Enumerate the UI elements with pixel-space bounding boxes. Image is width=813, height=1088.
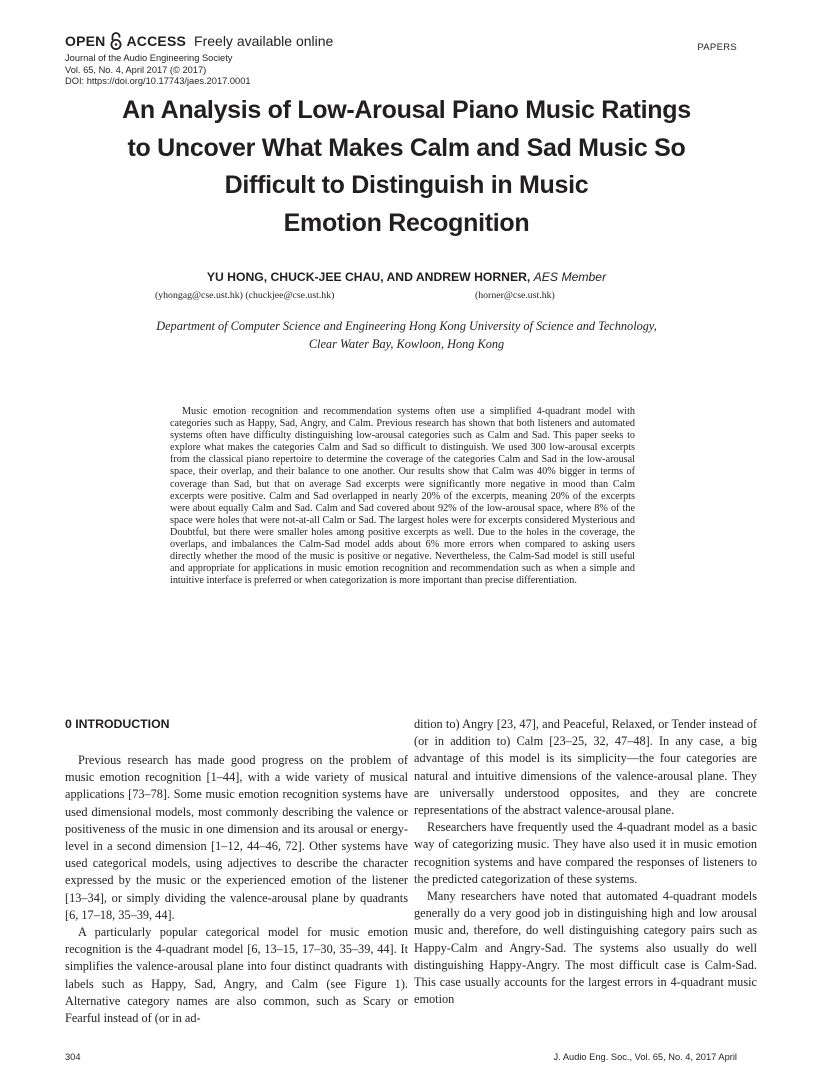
affiliation-line: Department of Computer Science and Engineering Hong Kong University of Science and Technology, — [156, 319, 657, 333]
author-emails-left: (yhongag@cse.ust.hk) (chuckjee@cse.ust.hk) — [155, 290, 335, 301]
author-email-right: (horner@cse.ust.hk) — [475, 290, 555, 301]
doi-link[interactable]: DOI: https://doi.org/10.17743/jaes.2017.0001 — [65, 76, 251, 86]
body-paragraph-continuation: dition to) Angry [23, 47], and Peaceful, Relaxed, or Tender instead of (or in addition to) Calm [23–25, 32, 47–48]. In any case, a big advantage of this model is its simplicity—the four categories are natural and intuitive dimensions of the valence-arousal plane. They are universally understood opposites, and they are concrete representations of the abstract valence-arousal plane. — [414, 717, 757, 818]
journal-name: Journal of the Audio Engineering Society — [65, 53, 233, 63]
body-column-left — [65, 716, 408, 1027]
author-list — [0, 270, 813, 284]
open-padlock-icon — [109, 32, 123, 50]
paper-title — [40, 92, 773, 243]
body-paragraph: Researchers have frequently used the 4-quadrant model as a basic way of categorizing music. They have also used it in music emotion recognition systems and have compared the responses of listeners to the predicted categorization of these systems. — [414, 820, 757, 886]
journal-meta — [65, 53, 251, 88]
section-heading: 0 INTRODUCTION — [65, 717, 170, 731]
author-names: YU HONG, CHUCK-JEE CHAU, AND ANDREW HORNER, — [206, 270, 531, 284]
abstract: Music emotion recognition and recommendation systems often use a simplified 4-quadrant model with categories such as Happy, Sad, Angry, and Calm. Previous research has shown that both listeners and automated systems often have difficulty distinguishing low-arousal categories such as Calm and Sad. This paper seeks to explore what makes the categories Calm and Sad so difficult to distinguish. We used 300 low-arousal excerpts from the classical piano repertoire to determine the coverage of the categories Calm and Sad in the low-arousal space, their overlap, and their balance to one another. Our results show that Calm was 40% bigger in terms of coverage than Sad, but that on average Sad excerpts were significantly more negative in mood than Calm excerpts were positive. Calm and Sad overlapped in nearly 20% of the excerpts, meaning 20% of the excerpts were about equally Calm and Sad. Calm and Sad covered about 92% of the low-arousal space, where 8% of the space were holes that were not-at-all Calm or Sad. The largest holes were for excerpts considered Mysterious and Doubtful, but there were smaller holes among positive excerpts as well. Due to the holes in the coverage, the overlaps, and imbalances the Calm-Sad model adds about 6% more errors when compared to asking users directly whether the mood of the music is positive or negative. Nevertheless, the Calm-Sad model is still useful and appropriate for applications in music emotion recognition and recommendation such as when a simple and intuitive interface is preferred or when categorization is more important than precise differentiation. — [170, 406, 635, 587]
title-line: to Uncover What Makes Calm and Sad Music So — [127, 133, 686, 162]
title-line: An Analysis of Low-Arousal Piano Music Ratings — [122, 96, 691, 124]
body-paragraph: Previous research has made good progress on the problem of music emotion recognition [1–44], with a wide variety of musical applications [73–78]. Some music emotion recognition systems have used dimensional models, most commonly describing the valence or positiveness of the music in one dimension and its arousal or energy-level in a second dimension [1–12, 44–46, 72]. Other systems have used categorical models, using adjectives to describe the character expressed by the music or the experienced emotion of the listener [13–34], or simply dividing the valence-arousal plane by quadrants [6, 17–18, 35–39, 44]. — [65, 753, 408, 922]
freely-available-label: Freely available online — [194, 33, 334, 49]
title-line: Emotion Recognition — [283, 209, 530, 238]
volume-info: Vol. 65, No. 4, April 2017 (© 2017) — [65, 64, 207, 75]
open-label: OPEN — [65, 33, 106, 49]
body-column-right — [414, 716, 757, 1008]
title-line: Difficult to Distinguish in Music — [224, 171, 589, 200]
running-footer: J. Audio Eng. Soc., Vol. 65, No. 4, 2017 April — [553, 1052, 737, 1062]
author-membership: AES Member — [533, 270, 607, 284]
open-access-banner — [65, 32, 333, 50]
access-label: ACCESS — [126, 33, 187, 49]
affiliation — [0, 318, 813, 353]
page-number: 304 — [65, 1052, 81, 1062]
body-paragraph: A particularly popular categorical model for music emotion recognition is the 4-quadrant model [6, 13–15, 17–30, 35–39, 44]. It simplifies the valence-arousal plane into four distinct quadrants with labels such as Happy, Sad, Angry, and Calm (see Figure 1). Alternative category names are also common, such as Scary or Fearful instead of (or in ad- — [65, 925, 408, 1026]
section-label: PAPERS — [697, 42, 737, 53]
affiliation-line: Clear Water Bay, Kowloon, Hong Kong — [308, 336, 505, 351]
body-paragraph: Many researchers have noted that automated 4-quadrant models generally do a very good job in distinguishing high and low arousal music and, therefore, do well distinguishing category pairs such as Happy-Calm and Angry-Sad. The systems also usually do well distinguishing Happy-Angry. The most difficult case is Calm-Sad. This case usually accounts for the largest errors in 4-quadrant music emotion — [414, 889, 757, 1007]
